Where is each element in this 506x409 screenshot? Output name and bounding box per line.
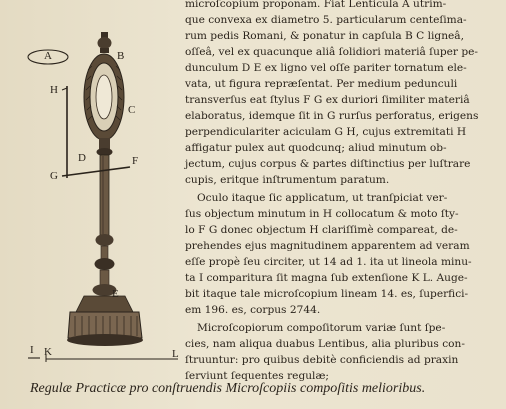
text-line: cies, nam aliqua duabus Lentibus, alia pluribus con- [185,338,465,350]
text-line: ſtruuntur: pro quibus debitè conficiendis ad praxin [185,354,459,366]
text-line: ta I comparitura ſit magna ſub extenſione K L. Auge- [185,272,468,284]
text-line: oſſeâ, vel ex quacunque aliâ ſolidiori materiâ ſuper pe- [185,46,478,58]
text-line: affigatur pulex aut quodcunq; aliud minutum ob- [185,142,447,154]
fig-label-b: B [117,50,125,62]
fig-label-g: G [50,170,58,182]
text-line: bit itaque tale microſcopium lineam 14. es, ſuperfici- [185,288,469,300]
microscope-engraving [0,0,186,380]
text-line: eſſe propè ſeu circiter, ut 14 ad 1. ita ut lineola minu- [185,256,472,268]
fig-label-i: I [30,344,34,356]
fig-label-e: E [112,288,119,300]
fig-label-a: A [44,50,52,62]
text-line: em 196. es, corpus 2744. [185,304,321,316]
fig-label-f: F [132,155,139,167]
text-line: perpendiculariter aciculam G H, cujus extremitati H [185,126,467,138]
text-line: que convexa ex diametro 5. particularum centeſima- [185,14,467,26]
text-line: ſerviunt ſequentes regulæ; [185,370,329,382]
text-line: vata, ut figura repræſentat. Per medium pedunculi [185,78,458,90]
text-line: Microſcopiorum compoſitorum variæ ſunt ſpe- [197,322,446,334]
fig-label-d: D [78,152,86,164]
text-line: lo F G donec objectum H clariſſimè compareat, de- [185,224,458,236]
text-line: dunculum D E ex ligno vel oſſe pariter tornatum ele- [185,62,467,74]
fig-label-l: L [172,348,179,360]
text-line: cupis, eritque inſtrumentum paratum. [185,174,390,186]
text-line: jectum, cujus corpus & partes diſtinctius per luſtrare [185,158,471,170]
text-line: microſcopium proponam. Fiat Lenticula A utrim- [185,0,447,10]
text-line: elaboratus, idemque ſit in G rurſus perforatus, erigens [185,110,479,122]
text-line: Oculo itaque ſic applicatum, ut tranſpiciat ver- [197,192,448,204]
body-text [183,0,503,382]
text-line: rum pedis Romani, & ponatur in capſula B C ligneâ, [185,30,464,42]
text-line: prehendes ejus magnitudinem apparentem ad veram [185,240,470,252]
fig-label-k: K [44,346,52,358]
text-line: transverſus eat ſtylus F G ex duriori ſimiliter materiâ [185,94,470,106]
fig-label-c: C [128,104,136,116]
fig-label-h: H [50,84,58,96]
figure-caption: Regulæ Practicæ pro conſtruendis Microſcopiis compoſitis melioribus. [30,381,426,396]
text-line: ſus objectum minutum in H collocatum & moto ſty- [185,208,459,220]
